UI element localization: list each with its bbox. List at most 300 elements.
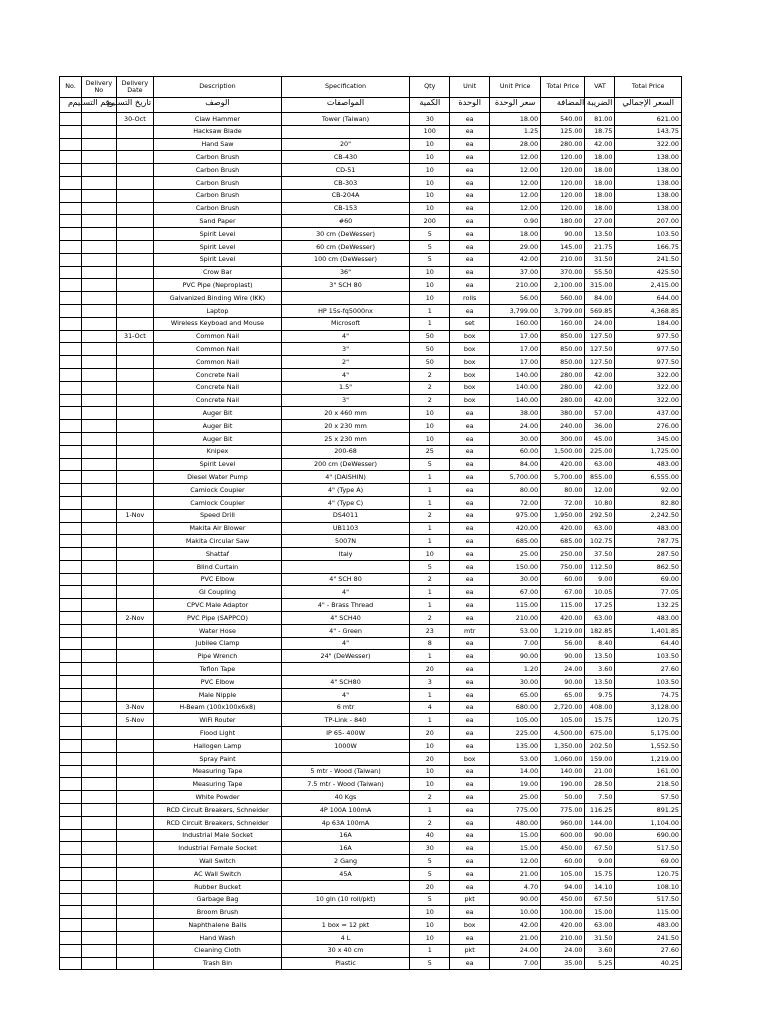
header-no-ar: م xyxy=(60,98,82,113)
cell-vat: 81.00 xyxy=(585,113,615,126)
cell-unit-price: 28.00 xyxy=(490,138,541,151)
cell-delivery-no xyxy=(82,496,116,509)
cell-unit: ea xyxy=(450,573,490,586)
cell-description: Pipe Wrench xyxy=(154,650,282,663)
cell-delivery-date: 2-Nov xyxy=(116,612,154,625)
cell-no xyxy=(60,727,82,740)
cell-vat: 57.00 xyxy=(585,407,615,420)
cell-no xyxy=(60,292,82,305)
cell-grand-total: 891.25 xyxy=(615,804,682,817)
cell-specification: Microsoft xyxy=(281,317,410,330)
cell-delivery-date xyxy=(116,637,154,650)
cell-grand-total: 276.00 xyxy=(615,420,682,433)
cell-description: Trash Bin xyxy=(154,957,282,970)
cell-unit: ea xyxy=(450,228,490,241)
cell-delivery-date xyxy=(116,496,154,509)
header-grand-total: Total Price xyxy=(615,77,682,98)
cell-vat: 127.50 xyxy=(585,356,615,369)
cell-description: Common Nail xyxy=(154,343,282,356)
cell-description: Makita Air Blower xyxy=(154,522,282,535)
table-row xyxy=(60,765,682,778)
cell-grand-total: 517.50 xyxy=(615,893,682,906)
cell-unit: set xyxy=(450,317,490,330)
cell-no xyxy=(60,944,82,957)
cell-no xyxy=(60,701,82,714)
cell-unit-price: 80.00 xyxy=(490,484,541,497)
table-row xyxy=(60,599,682,612)
cell-delivery-no xyxy=(82,151,116,164)
cell-specification: 200 cm (DeWesser) xyxy=(281,458,410,471)
cell-qty: 1 xyxy=(410,599,450,612)
cell-grand-total: 977.50 xyxy=(615,356,682,369)
cell-qty: 23 xyxy=(410,624,450,637)
cell-unit-price: 15.00 xyxy=(490,842,541,855)
cell-delivery-date xyxy=(116,944,154,957)
cell-grand-total: 143.75 xyxy=(615,125,682,138)
cell-qty: 10 xyxy=(410,151,450,164)
cell-specification: 100 cm (DeWesser) xyxy=(281,253,410,266)
cell-unit: ea xyxy=(450,279,490,292)
cell-delivery-no xyxy=(82,394,116,407)
cell-qty: 10 xyxy=(410,279,450,292)
table-row xyxy=(60,548,682,561)
cell-specification: Italy xyxy=(281,548,410,561)
cell-delivery-no xyxy=(82,432,116,445)
cell-grand-total: 2,415.00 xyxy=(615,279,682,292)
cell-no xyxy=(60,215,82,228)
cell-total-price: 90.00 xyxy=(541,676,585,689)
cell-total-price: 65.00 xyxy=(541,688,585,701)
cell-delivery-date xyxy=(116,650,154,663)
header-no: No. xyxy=(60,77,82,98)
cell-delivery-date xyxy=(116,624,154,637)
cell-qty: 1 xyxy=(410,650,450,663)
cell-vat: 9.00 xyxy=(585,855,615,868)
cell-specification: 1000W xyxy=(281,740,410,753)
cell-grand-total: 138.00 xyxy=(615,164,682,177)
cell-grand-total: 241.50 xyxy=(615,932,682,945)
cell-qty: 5 xyxy=(410,458,450,471)
table-row xyxy=(60,573,682,586)
cell-delivery-no xyxy=(82,842,116,855)
table-row xyxy=(60,176,682,189)
cell-grand-total: 287.50 xyxy=(615,548,682,561)
cell-grand-total: 103.50 xyxy=(615,650,682,663)
cell-delivery-no xyxy=(82,420,116,433)
cell-total-price: 280.00 xyxy=(541,394,585,407)
cell-description: Spirit Level xyxy=(154,458,282,471)
cell-grand-total: 977.50 xyxy=(615,343,682,356)
cell-unit: pkt xyxy=(450,893,490,906)
cell-unit-price: 105.00 xyxy=(490,714,541,727)
header-delivery-date-ar: تاريخ التسليم xyxy=(116,98,154,113)
purchase-table xyxy=(59,76,682,970)
cell-delivery-date xyxy=(116,215,154,228)
cell-grand-total: 621.00 xyxy=(615,113,682,126)
table-row xyxy=(60,944,682,957)
table-row xyxy=(60,330,682,343)
cell-delivery-no xyxy=(82,509,116,522)
cell-delivery-no xyxy=(82,176,116,189)
cell-grand-total: 132.25 xyxy=(615,599,682,612)
cell-delivery-no xyxy=(82,164,116,177)
cell-unit-price: 140.00 xyxy=(490,381,541,394)
cell-grand-total: 138.00 xyxy=(615,176,682,189)
cell-unit-price: 25.00 xyxy=(490,548,541,561)
cell-delivery-no xyxy=(82,906,116,919)
cell-vat: 24.00 xyxy=(585,317,615,330)
cell-unit: ea xyxy=(450,240,490,253)
cell-unit-price: 53.00 xyxy=(490,752,541,765)
cell-qty: 2 xyxy=(410,368,450,381)
cell-delivery-date xyxy=(116,356,154,369)
cell-delivery-no xyxy=(82,829,116,842)
cell-unit-price: 30.00 xyxy=(490,573,541,586)
cell-no xyxy=(60,266,82,279)
cell-total-price: 450.00 xyxy=(541,893,585,906)
cell-unit-price: 680.00 xyxy=(490,701,541,714)
cell-no xyxy=(60,228,82,241)
cell-unit: ea xyxy=(450,189,490,202)
header-unit-ar: الوحدة xyxy=(450,98,490,113)
cell-specification xyxy=(281,880,410,893)
table-row xyxy=(60,343,682,356)
cell-unit-price: 38.00 xyxy=(490,407,541,420)
cell-delivery-no xyxy=(82,548,116,561)
cell-unit-price: 30.00 xyxy=(490,676,541,689)
cell-no xyxy=(60,842,82,855)
cell-no xyxy=(60,304,82,317)
cell-delivery-date xyxy=(116,343,154,356)
cell-specification: 30 x 40 cm xyxy=(281,944,410,957)
cell-unit: ea xyxy=(450,560,490,573)
cell-delivery-date xyxy=(116,880,154,893)
cell-specification: CB-153 xyxy=(281,202,410,215)
cell-unit: ea xyxy=(450,778,490,791)
cell-grand-total: 6,555.00 xyxy=(615,471,682,484)
cell-vat: 10.05 xyxy=(585,586,615,599)
cell-delivery-date xyxy=(116,599,154,612)
cell-vat: 31.50 xyxy=(585,932,615,945)
cell-total-price: 685.00 xyxy=(541,535,585,548)
cell-unit: box xyxy=(450,752,490,765)
cell-no xyxy=(60,240,82,253)
cell-no xyxy=(60,855,82,868)
cell-description: Teflon Tape xyxy=(154,663,282,676)
cell-specification: #60 xyxy=(281,215,410,228)
cell-no xyxy=(60,791,82,804)
cell-specification: 25 x 230 mm xyxy=(281,432,410,445)
cell-grand-total: 1,219.00 xyxy=(615,752,682,765)
cell-specification: 200-68 xyxy=(281,445,410,458)
cell-vat: 15.75 xyxy=(585,868,615,881)
cell-delivery-no xyxy=(82,932,116,945)
cell-delivery-no xyxy=(82,855,116,868)
cell-grand-total: 1,104.00 xyxy=(615,816,682,829)
table-row xyxy=(60,356,682,369)
table-row xyxy=(60,151,682,164)
cell-total-price: 180.00 xyxy=(541,215,585,228)
cell-total-price: 160.00 xyxy=(541,317,585,330)
cell-no xyxy=(60,522,82,535)
table-row xyxy=(60,164,682,177)
cell-no xyxy=(60,407,82,420)
cell-total-price: 105.00 xyxy=(541,868,585,881)
cell-unit-price: 4.70 xyxy=(490,880,541,893)
cell-unit: ea xyxy=(450,253,490,266)
cell-description: Flood Light xyxy=(154,727,282,740)
cell-description: Spray Paint xyxy=(154,752,282,765)
cell-delivery-date xyxy=(116,688,154,701)
cell-qty: 30 xyxy=(410,113,450,126)
cell-description: White Powder xyxy=(154,791,282,804)
header-grand-total-ar: السعر الإجمالي xyxy=(615,98,682,113)
cell-description: Laptop xyxy=(154,304,282,317)
cell-total-price: 370.00 xyxy=(541,266,585,279)
cell-vat: 13.50 xyxy=(585,228,615,241)
cell-no xyxy=(60,804,82,817)
cell-qty: 10 xyxy=(410,906,450,919)
cell-delivery-date xyxy=(116,202,154,215)
cell-qty: 5 xyxy=(410,893,450,906)
cell-specification: 60 cm (DeWesser) xyxy=(281,240,410,253)
table-row xyxy=(60,957,682,970)
cell-no xyxy=(60,484,82,497)
table-row xyxy=(60,266,682,279)
cell-grand-total: 483.00 xyxy=(615,919,682,932)
cell-vat: 18.00 xyxy=(585,176,615,189)
table-row xyxy=(60,880,682,893)
cell-no xyxy=(60,714,82,727)
cell-delivery-date xyxy=(116,176,154,189)
cell-specification xyxy=(281,906,410,919)
cell-description: Makita Circular Saw xyxy=(154,535,282,548)
cell-delivery-date xyxy=(116,663,154,676)
cell-unit-price: 7.00 xyxy=(490,637,541,650)
cell-unit: ea xyxy=(450,509,490,522)
cell-grand-total: 184.00 xyxy=(615,317,682,330)
cell-vat: 42.00 xyxy=(585,394,615,407)
cell-total-price: 280.00 xyxy=(541,381,585,394)
table-row xyxy=(60,113,682,126)
cell-delivery-date xyxy=(116,829,154,842)
cell-total-price: 775.00 xyxy=(541,804,585,817)
cell-delivery-date xyxy=(116,304,154,317)
cell-qty: 10 xyxy=(410,266,450,279)
cell-description: Industrial Female Socket xyxy=(154,842,282,855)
cell-unit-price: 12.00 xyxy=(490,189,541,202)
cell-delivery-no xyxy=(82,407,116,420)
cell-delivery-no xyxy=(82,765,116,778)
cell-unit: ea xyxy=(450,612,490,625)
cell-total-price: 105.00 xyxy=(541,714,585,727)
cell-specification: 4" (Type C) xyxy=(281,496,410,509)
cell-qty: 10 xyxy=(410,292,450,305)
cell-delivery-no xyxy=(82,573,116,586)
cell-grand-total: 4,368.85 xyxy=(615,304,682,317)
table-row xyxy=(60,624,682,637)
cell-no xyxy=(60,535,82,548)
cell-description: Hallogen Lamp xyxy=(154,740,282,753)
table-row xyxy=(60,522,682,535)
cell-unit-price: 975.00 xyxy=(490,509,541,522)
cell-delivery-date xyxy=(116,535,154,548)
cell-delivery-no xyxy=(82,535,116,548)
cell-total-price: 600.00 xyxy=(541,829,585,842)
cell-delivery-no xyxy=(82,522,116,535)
cell-no xyxy=(60,458,82,471)
table-row xyxy=(60,420,682,433)
cell-delivery-no xyxy=(82,292,116,305)
cell-vat: 202.50 xyxy=(585,740,615,753)
cell-no xyxy=(60,125,82,138)
cell-unit-price: 12.00 xyxy=(490,151,541,164)
cell-vat: 127.50 xyxy=(585,343,615,356)
table-row xyxy=(60,279,682,292)
cell-total-price: 1,060.00 xyxy=(541,752,585,765)
cell-total-price: 450.00 xyxy=(541,842,585,855)
cell-delivery-no xyxy=(82,624,116,637)
cell-total-price: 120.00 xyxy=(541,202,585,215)
cell-grand-total: 92.00 xyxy=(615,484,682,497)
cell-unit-price: 1.20 xyxy=(490,663,541,676)
cell-total-price: 850.00 xyxy=(541,330,585,343)
cell-unit-price: 140.00 xyxy=(490,368,541,381)
cell-delivery-date: 3-Nov xyxy=(116,701,154,714)
cell-specification: 1 box = 12 pkt xyxy=(281,919,410,932)
cell-qty: 2 xyxy=(410,394,450,407)
table-row xyxy=(60,292,682,305)
cell-qty: 50 xyxy=(410,343,450,356)
cell-delivery-no xyxy=(82,612,116,625)
cell-vat: 9.75 xyxy=(585,688,615,701)
cell-description: Wall Switch xyxy=(154,855,282,868)
cell-unit: ea xyxy=(450,548,490,561)
table-row xyxy=(60,240,682,253)
cell-specification: CB-303 xyxy=(281,176,410,189)
cell-qty: 1 xyxy=(410,714,450,727)
cell-delivery-date xyxy=(116,240,154,253)
cell-qty: 50 xyxy=(410,330,450,343)
cell-total-price: 120.00 xyxy=(541,151,585,164)
cell-specification: CB-204A xyxy=(281,189,410,202)
cell-grand-total: 108.10 xyxy=(615,880,682,893)
table-row xyxy=(60,752,682,765)
cell-delivery-date xyxy=(116,407,154,420)
table-row xyxy=(60,932,682,945)
cell-delivery-no xyxy=(82,304,116,317)
cell-description: Spirit Level xyxy=(154,240,282,253)
cell-grand-total: 138.00 xyxy=(615,189,682,202)
cell-description: Hand Saw xyxy=(154,138,282,151)
cell-delivery-date xyxy=(116,919,154,932)
cell-specification: TP-Link - 840 xyxy=(281,714,410,727)
cell-specification: 7.5 mtr - Wood (Taiwan) xyxy=(281,778,410,791)
cell-grand-total: 425.50 xyxy=(615,266,682,279)
cell-unit-price: 90.00 xyxy=(490,650,541,663)
table-row xyxy=(60,688,682,701)
cell-delivery-no xyxy=(82,445,116,458)
cell-delivery-date: 30-Oct xyxy=(116,113,154,126)
cell-unit-price: 7.00 xyxy=(490,957,541,970)
cell-delivery-no xyxy=(82,458,116,471)
cell-delivery-date xyxy=(116,151,154,164)
cell-delivery-date xyxy=(116,522,154,535)
cell-unit: box xyxy=(450,381,490,394)
header-vat: VAT xyxy=(585,77,615,98)
cell-vat: 3.60 xyxy=(585,663,615,676)
cell-qty: 5 xyxy=(410,957,450,970)
cell-description: Naphthalene Balls xyxy=(154,919,282,932)
cell-delivery-no xyxy=(82,637,116,650)
cell-vat: 144.00 xyxy=(585,816,615,829)
cell-unit: ea xyxy=(450,816,490,829)
cell-unit: pkt xyxy=(450,944,490,957)
cell-specification: 3" xyxy=(281,394,410,407)
table-row xyxy=(60,842,682,855)
cell-vat: 15.00 xyxy=(585,906,615,919)
header-total-price: Total Price xyxy=(541,77,585,98)
cell-unit-price: 17.00 xyxy=(490,343,541,356)
cell-unit-price: 5,700.00 xyxy=(490,471,541,484)
cell-qty: 200 xyxy=(410,215,450,228)
cell-grand-total: 161.00 xyxy=(615,765,682,778)
cell-no xyxy=(60,164,82,177)
cell-specification: 24" (DeWesser) xyxy=(281,650,410,663)
cell-specification: 4" - Brass Thread xyxy=(281,599,410,612)
cell-no xyxy=(60,932,82,945)
cell-delivery-no xyxy=(82,804,116,817)
header-description: Description xyxy=(154,77,282,98)
cell-unit: ea xyxy=(450,932,490,945)
cell-delivery-no xyxy=(82,189,116,202)
cell-no xyxy=(60,560,82,573)
cell-total-price: 300.00 xyxy=(541,432,585,445)
cell-specification: 4" (DAISHIN) xyxy=(281,471,410,484)
cell-total-price: 120.00 xyxy=(541,176,585,189)
cell-qty: 10 xyxy=(410,407,450,420)
cell-unit-price: 65.00 xyxy=(490,688,541,701)
cell-description: WiFi Router xyxy=(154,714,282,727)
table-row xyxy=(60,893,682,906)
cell-delivery-no xyxy=(82,663,116,676)
table-row xyxy=(60,496,682,509)
cell-unit-price: 115.00 xyxy=(490,599,541,612)
cell-unit: ea xyxy=(450,791,490,804)
cell-unit: ea xyxy=(450,202,490,215)
cell-delivery-no xyxy=(82,279,116,292)
cell-grand-total: 2,242.50 xyxy=(615,509,682,522)
cell-qty: 40 xyxy=(410,829,450,842)
cell-delivery-date xyxy=(116,381,154,394)
cell-delivery-no xyxy=(82,138,116,151)
cell-delivery-date: 1-Nov xyxy=(116,509,154,522)
cell-delivery-no xyxy=(82,778,116,791)
cell-no xyxy=(60,765,82,778)
cell-total-price: 145.00 xyxy=(541,240,585,253)
cell-grand-total: 27.60 xyxy=(615,944,682,957)
cell-specification: Plastic xyxy=(281,957,410,970)
cell-unit: box xyxy=(450,356,490,369)
cell-qty: 20 xyxy=(410,752,450,765)
cell-description: Male Nipple xyxy=(154,688,282,701)
cell-total-price: 50.00 xyxy=(541,791,585,804)
cell-total-price: 60.00 xyxy=(541,855,585,868)
table-row xyxy=(60,535,682,548)
cell-unit-price: 17.00 xyxy=(490,356,541,369)
cell-vat: 18.00 xyxy=(585,151,615,164)
cell-total-price: 100.00 xyxy=(541,906,585,919)
